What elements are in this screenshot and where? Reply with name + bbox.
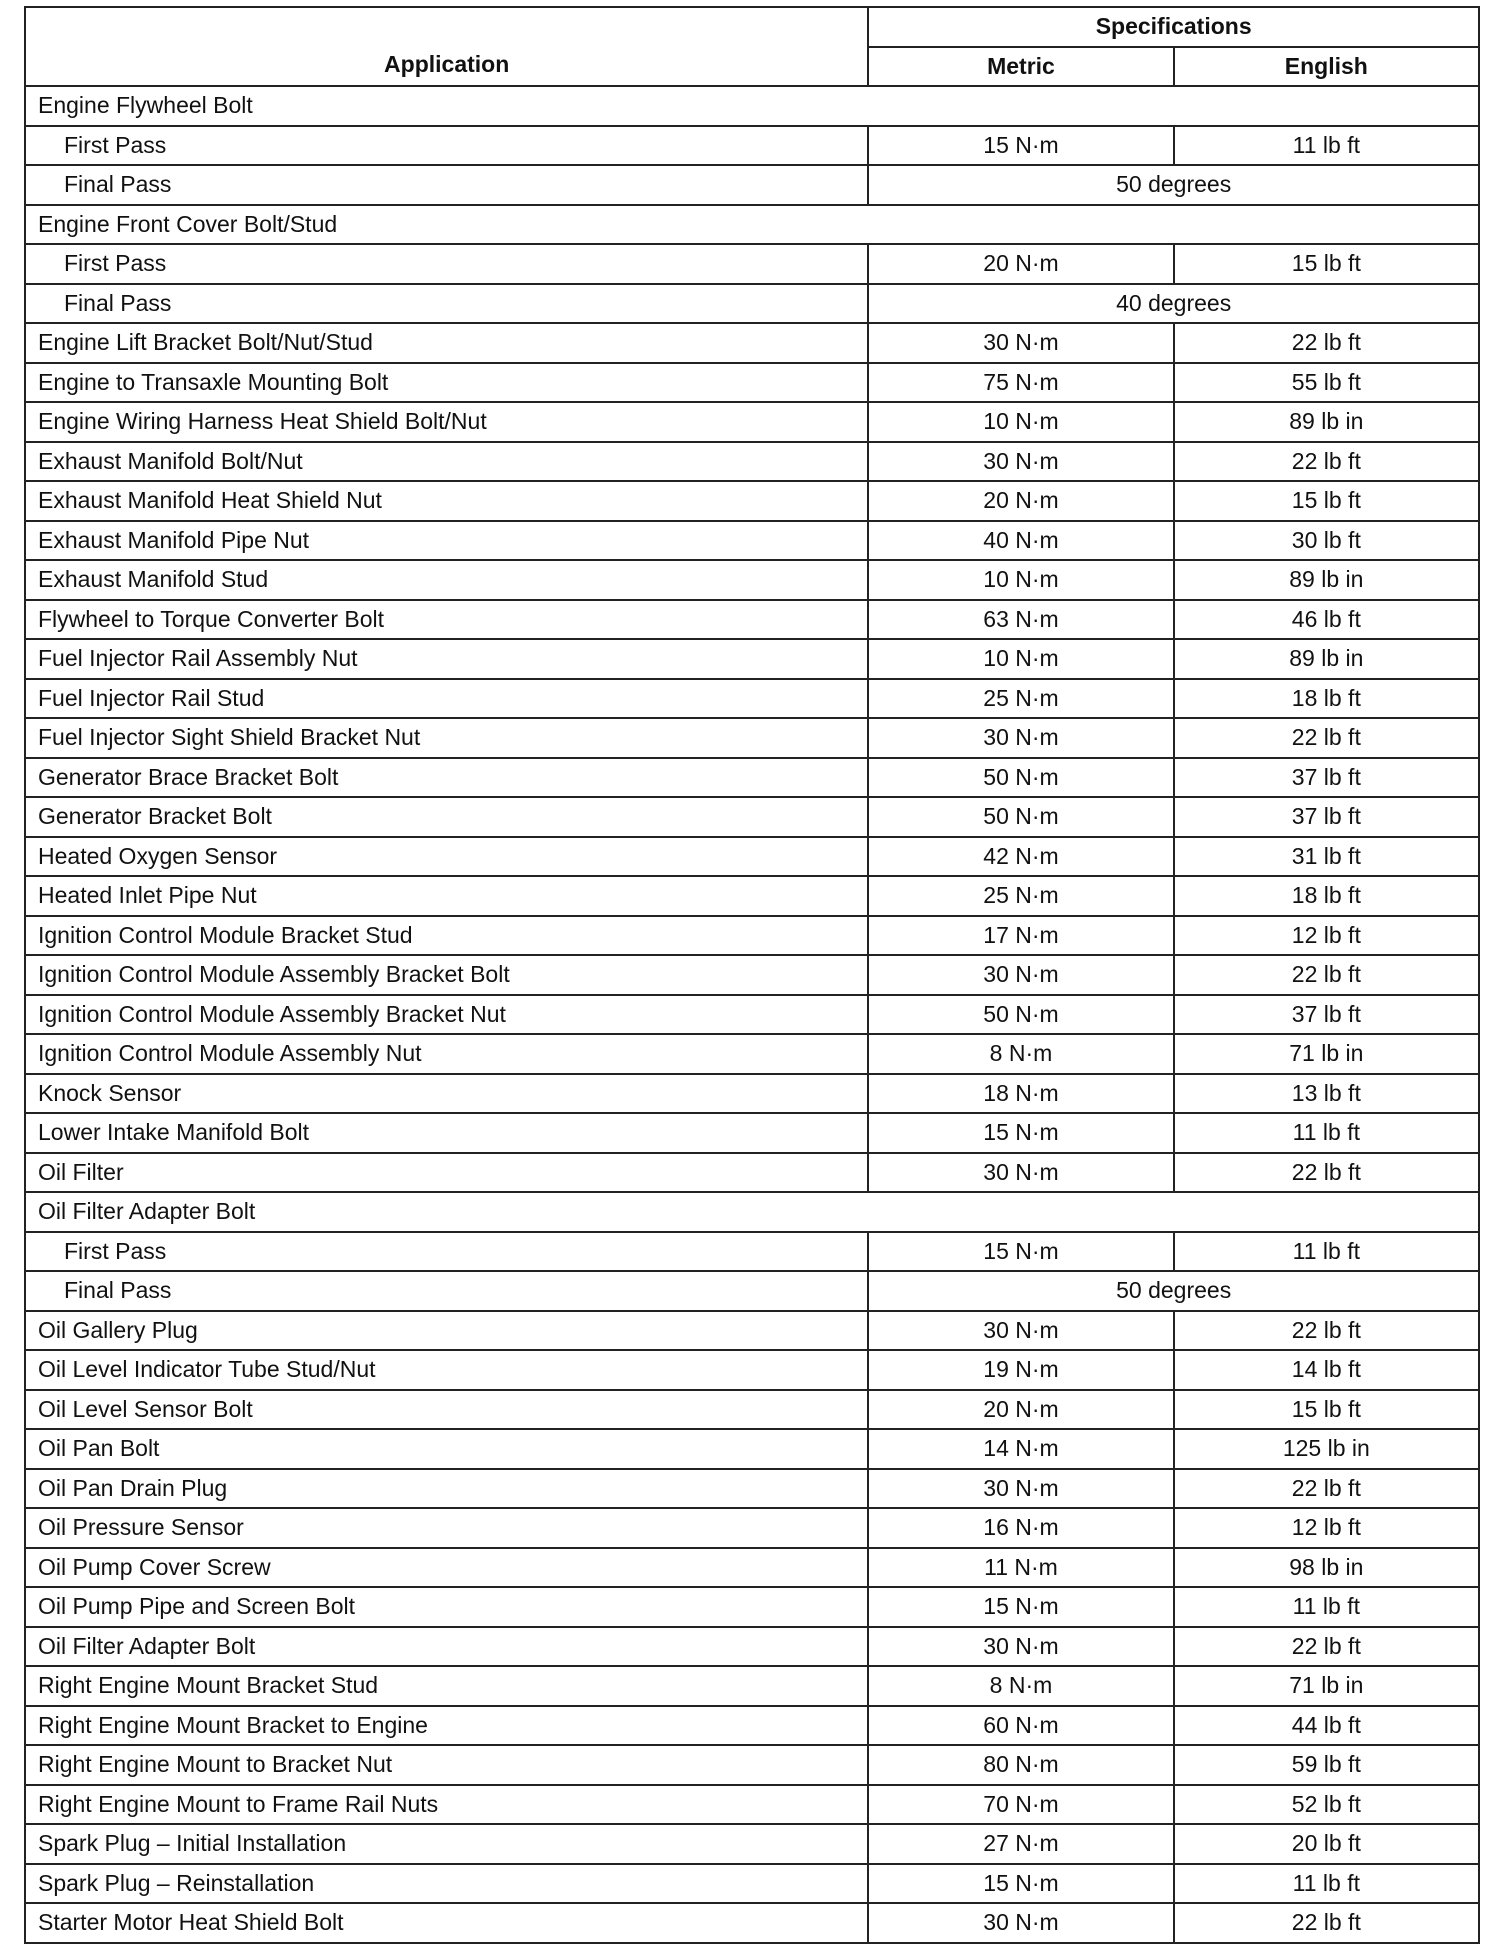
english-header: English [1174,47,1479,87]
english-cell: 11 lb ft [1174,1113,1479,1153]
metric-cell: 30 N·m [868,718,1173,758]
metric-cell: 17 N·m [868,916,1173,956]
metric-cell: 30 N·m [868,955,1173,995]
table-row [25,284,1479,324]
metric-cell: 42 N·m [868,837,1173,877]
metric-cell: 30 N·m [868,1469,1173,1509]
metric-cell: 15 N·m [868,1113,1173,1153]
metric-cell: 19 N·m [868,1350,1173,1390]
application-cell: Ignition Control Module Assembly Bracket Nut [25,995,868,1035]
application-cell: Ignition Control Module Bracket Stud [25,916,868,956]
english-cell: 31 lb ft [1174,837,1479,877]
metric-cell: 20 N·m [868,1390,1173,1430]
metric-cell: 25 N·m [868,679,1173,719]
header-row-1 [25,7,1479,47]
table-row [25,1785,1479,1825]
table-row [25,244,1479,284]
english-cell: 22 lb ft [1174,323,1479,363]
english-cell: 59 lb ft [1174,1745,1479,1785]
metric-cell: 20 N·m [868,244,1173,284]
english-cell: 11 lb ft [1174,1587,1479,1627]
table-row [25,1627,1479,1667]
application-cell: Oil Level Sensor Bolt [25,1390,868,1430]
table-row [25,1666,1479,1706]
table-row [25,837,1479,877]
english-cell: 89 lb in [1174,402,1479,442]
application-cell: Heated Oxygen Sensor [25,837,868,877]
metric-cell: 80 N·m [868,1745,1173,1785]
table-body [25,86,1479,1943]
english-cell: 71 lb in [1174,1034,1479,1074]
metric-cell: 10 N·m [868,560,1173,600]
metric-cell: 30 N·m [868,1153,1173,1193]
application-cell: First Pass [25,126,868,166]
table-row [25,797,1479,837]
english-cell: 52 lb ft [1174,1785,1479,1825]
group-label: Engine Flywheel Bolt [25,86,1479,126]
table-row [25,1864,1479,1904]
application-cell: Spark Plug – Initial Installation [25,1824,868,1864]
table-row [25,1113,1479,1153]
english-cell: 12 lb ft [1174,1508,1479,1548]
table-row [25,758,1479,798]
english-cell: 12 lb ft [1174,916,1479,956]
table-row [25,402,1479,442]
application-cell: Spark Plug – Reinstallation [25,1864,868,1904]
application-cell: Final Pass [25,165,868,205]
application-cell: Right Engine Mount Bracket to Engine [25,1706,868,1746]
english-cell: 11 lb ft [1174,1864,1479,1904]
table-row [25,1232,1479,1272]
metric-cell: 8 N·m [868,1034,1173,1074]
metric-cell: 20 N·m [868,481,1173,521]
application-cell: Oil Pump Cover Screw [25,1548,868,1588]
metric-cell: 30 N·m [868,1903,1173,1943]
metric-cell: 15 N·m [868,1232,1173,1272]
application-cell: Fuel Injector Rail Stud [25,679,868,719]
application-cell: Engine Lift Bracket Bolt/Nut/Stud [25,323,868,363]
application-cell: Oil Filter [25,1153,868,1193]
spec-cell: 50 degrees [868,165,1479,205]
english-cell: 22 lb ft [1174,718,1479,758]
metric-cell: 30 N·m [868,323,1173,363]
application-cell: Knock Sensor [25,1074,868,1114]
application-cell: Right Engine Mount to Bracket Nut [25,1745,868,1785]
english-cell: 22 lb ft [1174,1903,1479,1943]
application-cell: Oil Level Indicator Tube Stud/Nut [25,1350,868,1390]
application-cell: Starter Motor Heat Shield Bolt [25,1903,868,1943]
metric-cell: 15 N·m [868,1587,1173,1627]
application-cell: Ignition Control Module Assembly Nut [25,1034,868,1074]
table-row [25,955,1479,995]
metric-cell: 8 N·m [868,1666,1173,1706]
english-cell: 18 lb ft [1174,679,1479,719]
metric-cell: 70 N·m [868,1785,1173,1825]
application-cell: Heated Inlet Pipe Nut [25,876,868,916]
english-cell: 37 lb ft [1174,758,1479,798]
table-row [25,679,1479,719]
application-cell: Oil Pan Bolt [25,1429,868,1469]
application-cell: Final Pass [25,1271,868,1311]
english-cell: 11 lb ft [1174,126,1479,166]
metric-cell: 10 N·m [868,639,1173,679]
english-cell: 89 lb in [1174,560,1479,600]
metric-cell: 63 N·m [868,600,1173,640]
metric-cell: 50 N·m [868,797,1173,837]
table-row [25,1311,1479,1351]
table-row [25,1745,1479,1785]
metric-cell: 60 N·m [868,1706,1173,1746]
application-cell: Final Pass [25,284,868,324]
english-cell: 15 lb ft [1174,1390,1479,1430]
english-cell: 22 lb ft [1174,1469,1479,1509]
table-row [25,86,1479,126]
table-row [25,1153,1479,1193]
metric-cell: 30 N·m [868,1311,1173,1351]
table-row [25,995,1479,1035]
english-cell: 15 lb ft [1174,481,1479,521]
application-cell: Engine to Transaxle Mounting Bolt [25,363,868,403]
application-cell: Oil Pressure Sensor [25,1508,868,1548]
english-cell: 46 lb ft [1174,600,1479,640]
application-cell: Fuel Injector Sight Shield Bracket Nut [25,718,868,758]
table-row [25,323,1479,363]
english-cell: 37 lb ft [1174,995,1479,1035]
english-cell: 98 lb in [1174,1548,1479,1588]
application-cell: Exhaust Manifold Pipe Nut [25,521,868,561]
table-row [25,560,1479,600]
application-cell: First Pass [25,244,868,284]
english-cell: 22 lb ft [1174,955,1479,995]
table-row [25,1469,1479,1509]
table-row [25,639,1479,679]
metric-cell: 40 N·m [868,521,1173,561]
group-label: Engine Front Cover Bolt/Stud [25,205,1479,245]
english-cell: 22 lb ft [1174,1153,1479,1193]
metric-cell: 11 N·m [868,1548,1173,1588]
table-row [25,126,1479,166]
application-header: Application [25,7,868,86]
application-cell: Engine Wiring Harness Heat Shield Bolt/Nut [25,402,868,442]
metric-cell: 50 N·m [868,995,1173,1035]
table-row [25,1390,1479,1430]
metric-cell: 14 N·m [868,1429,1173,1469]
table-row [25,1903,1479,1943]
table-row [25,718,1479,758]
torque-specifications-table [24,6,1480,1944]
application-cell: Oil Filter Adapter Bolt [25,1627,868,1667]
group-label: Oil Filter Adapter Bolt [25,1192,1479,1232]
application-cell: Exhaust Manifold Stud [25,560,868,600]
application-cell: First Pass [25,1232,868,1272]
table-row [25,1587,1479,1627]
english-cell: 30 lb ft [1174,521,1479,561]
table-row [25,1074,1479,1114]
table-row [25,600,1479,640]
table-row [25,1548,1479,1588]
application-cell: Oil Gallery Plug [25,1311,868,1351]
table-row [25,1192,1479,1232]
english-cell: 37 lb ft [1174,797,1479,837]
application-cell: Lower Intake Manifold Bolt [25,1113,868,1153]
metric-cell: 30 N·m [868,442,1173,482]
english-cell: 125 lb in [1174,1429,1479,1469]
metric-cell: 27 N·m [868,1824,1173,1864]
table-row [25,165,1479,205]
table-row [25,1508,1479,1548]
specifications-header: Specifications [868,7,1479,47]
table-row [25,442,1479,482]
table-row [25,521,1479,561]
metric-cell: 50 N·m [868,758,1173,798]
english-cell: 15 lb ft [1174,244,1479,284]
english-cell: 22 lb ft [1174,442,1479,482]
metric-cell: 10 N·m [868,402,1173,442]
metric-header: Metric [868,47,1173,87]
spec-cell: 50 degrees [868,1271,1479,1311]
english-cell: 22 lb ft [1174,1311,1479,1351]
application-cell: Generator Bracket Bolt [25,797,868,837]
english-cell: 13 lb ft [1174,1074,1479,1114]
table-row [25,1271,1479,1311]
english-cell: 55 lb ft [1174,363,1479,403]
table-row [25,205,1479,245]
metric-cell: 18 N·m [868,1074,1173,1114]
table-row [25,916,1479,956]
spec-cell: 40 degrees [868,284,1479,324]
english-cell: 20 lb ft [1174,1824,1479,1864]
table-row [25,1706,1479,1746]
english-cell: 89 lb in [1174,639,1479,679]
english-cell: 22 lb ft [1174,1627,1479,1667]
table-row [25,1824,1479,1864]
table-row [25,1429,1479,1469]
application-cell: Exhaust Manifold Bolt/Nut [25,442,868,482]
metric-cell: 75 N·m [868,363,1173,403]
table-row [25,363,1479,403]
application-cell: Flywheel to Torque Converter Bolt [25,600,868,640]
application-cell: Oil Pump Pipe and Screen Bolt [25,1587,868,1627]
metric-cell: 16 N·m [868,1508,1173,1548]
english-cell: 11 lb ft [1174,1232,1479,1272]
table-row [25,1034,1479,1074]
application-cell: Right Engine Mount Bracket Stud [25,1666,868,1706]
english-cell: 44 lb ft [1174,1706,1479,1746]
table-row [25,1350,1479,1390]
application-cell: Fuel Injector Rail Assembly Nut [25,639,868,679]
application-cell: Generator Brace Bracket Bolt [25,758,868,798]
application-cell: Exhaust Manifold Heat Shield Nut [25,481,868,521]
metric-cell: 25 N·m [868,876,1173,916]
english-cell: 14 lb ft [1174,1350,1479,1390]
english-cell: 71 lb in [1174,1666,1479,1706]
metric-cell: 30 N·m [868,1627,1173,1667]
english-cell: 18 lb ft [1174,876,1479,916]
table-row [25,876,1479,916]
application-cell: Right Engine Mount to Frame Rail Nuts [25,1785,868,1825]
metric-cell: 15 N·m [868,1864,1173,1904]
metric-cell: 15 N·m [868,126,1173,166]
table-row [25,481,1479,521]
application-cell: Ignition Control Module Assembly Bracket Bolt [25,955,868,995]
application-cell: Oil Pan Drain Plug [25,1469,868,1509]
